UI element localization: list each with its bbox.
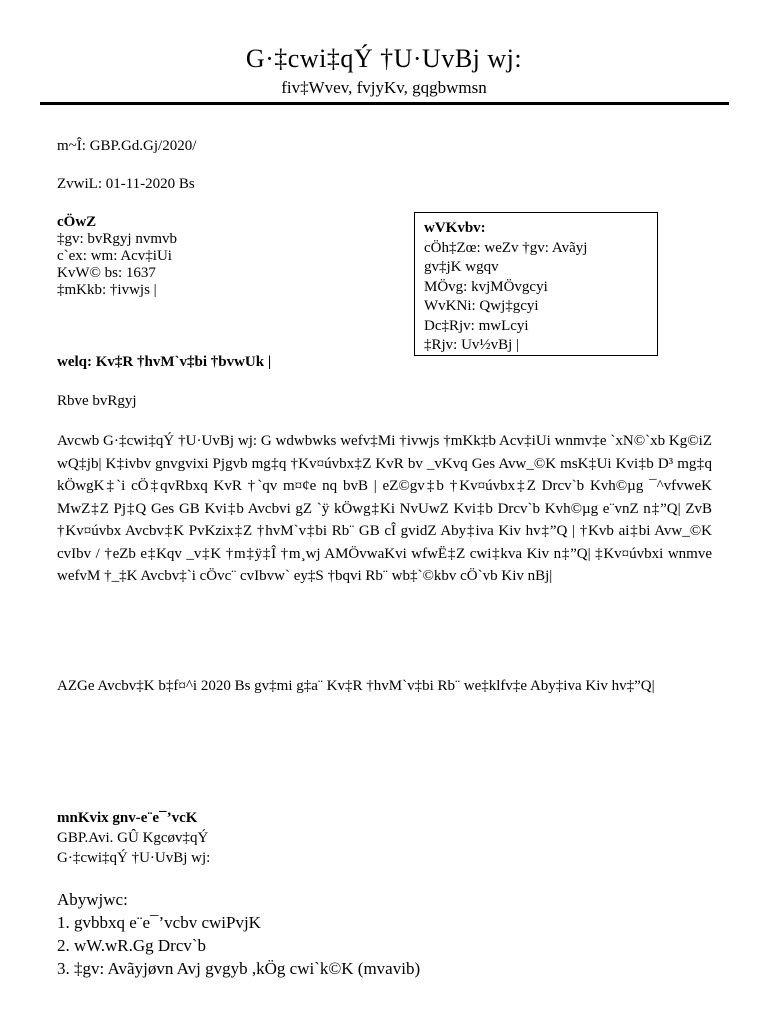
- address-box-line: ‡Rjv: Uv½vBj |: [424, 337, 520, 353]
- letter-date: ZvwiL: 01-11-2020 Bs: [57, 176, 195, 192]
- recipient-line: KvW© bs: 1637: [57, 265, 156, 281]
- address-box-line: cÖh‡Zœ: weZv †gv: Avãyj: [424, 239, 588, 256]
- recipient-line: ‡gv: bvRgyj nvmvb: [57, 231, 178, 247]
- copy-list-item: 2. wW.wR.Gg Drcv`b: [57, 936, 207, 955]
- company-name: G·‡cwi‡qÝ †U·UvBj wj:: [245, 44, 523, 73]
- address-box-line: MÖvg: kvjMÖvgcyi: [424, 278, 548, 295]
- copy-list-item: 1. gvbbxq e¨e¯’vcbv cwiPvjK: [57, 913, 261, 932]
- address-box-heading: wVKvbv:: [424, 220, 486, 236]
- recipient-heading: cÖwZ: [57, 214, 97, 230]
- recipient-block: [57, 214, 177, 299]
- signature-line: G·‡cwi‡qÝ †U·UvBj wj:: [57, 850, 211, 866]
- company-address: fiv‡Wvev, fvjyKv, gqgbwmsn: [281, 78, 487, 97]
- header-divider: [40, 102, 729, 105]
- signatory-title: mnKvix gnv-e¨e¯’vcK: [57, 810, 198, 826]
- copy-list: [57, 888, 420, 980]
- request-paragraph: AZGe Avcbv‡K b‡f¤^i 2020 Bs gv‡mi g‡a¨ Kv‡R †hvM`v‡bi Rb¨ we‡klfv‡e Aby‡iva Kiv hv‡”Q|: [57, 678, 655, 694]
- signature-block: [57, 808, 210, 868]
- subject-line: welq: Kv‡R †hvM`v‡bi †bvwUk |: [57, 354, 272, 370]
- salutation: Rbve bvRgyj: [57, 393, 137, 409]
- address-box-line: WvKNi: Qwj‡gcyi: [424, 298, 539, 314]
- recipient-line: ‡mKkb: †ivwjs |: [57, 282, 157, 298]
- address-box-line: Dc‡Rjv: mwLcyi: [424, 317, 529, 334]
- copy-list-heading: Abywjwc:: [57, 890, 128, 909]
- recipient-line: c`ex: wm: Acv‡iUi: [57, 248, 172, 264]
- address-details-box: [414, 212, 658, 356]
- copy-list-item: 3. ‡gv: Avãyjøvn Avj gvgyb ,kÖg cwi`k©K (mvavib): [57, 959, 421, 978]
- memo-number: m~Î: GBP.Gd.Gj/2020/: [57, 138, 197, 154]
- body-paragraph: Avcwb G·‡cwi‡qÝ †U·UvBj wj: G wdwbwks wefv‡Mi †ivwjs †mKk‡b Acv‡iUi wnmv‡e `xN©`xb Kg©iZ wQ‡jb| K‡ivbv gnvgvixi Pjgvb mg‡q †Kv¤úvbx‡Z KvR bv _vKvq Ges Avw_©K msK‡Ui Kvi‡b D³ mg‡q kÖwgK‡`i cÖ‡qvRbxq KvR †`qv m¤¢e nq bvB | eZ©gv‡b †Kv¤úvbx‡Z Drcv`b Kvh©µg ¯^vfvweK MwZ‡Z Pj‡Q Ges GB Kvi‡b Avcbvi gZ `ÿ kÖwg‡Ki NvUwZ Kvi‡b Drcv`b Kvh©µg e¨vnZ n‡”Q| ZvB †Kv¤úvbx Avcbv‡K PvKzix‡Z †hvM`v‡bi Rb¨ GB cÎ gvidZ Aby‡iva Kiv hv‡”Q | †Kvb ai‡bi Avw_©K cvIbv / †eZb e‡Kqv _v‡K †m‡ÿ‡Î †m¸wj AMÖvwaKvi wfwË‡Z cwi‡kva Kiv n‡”Q| ‡Kv¤úvbxi wnmve wefvM †_‡K Avcbv‡`i cÖvc¨ cvIbvw` ey‡S †bqvi Rb¨ wb‡`©kbv cÖ`vb Kiv nBj|: [57, 433, 712, 584]
- address-box-line: gv‡jK wgqv: [424, 259, 499, 275]
- signature-line: GBP.Avi. GÛ Kgcøv‡qÝ: [57, 830, 209, 846]
